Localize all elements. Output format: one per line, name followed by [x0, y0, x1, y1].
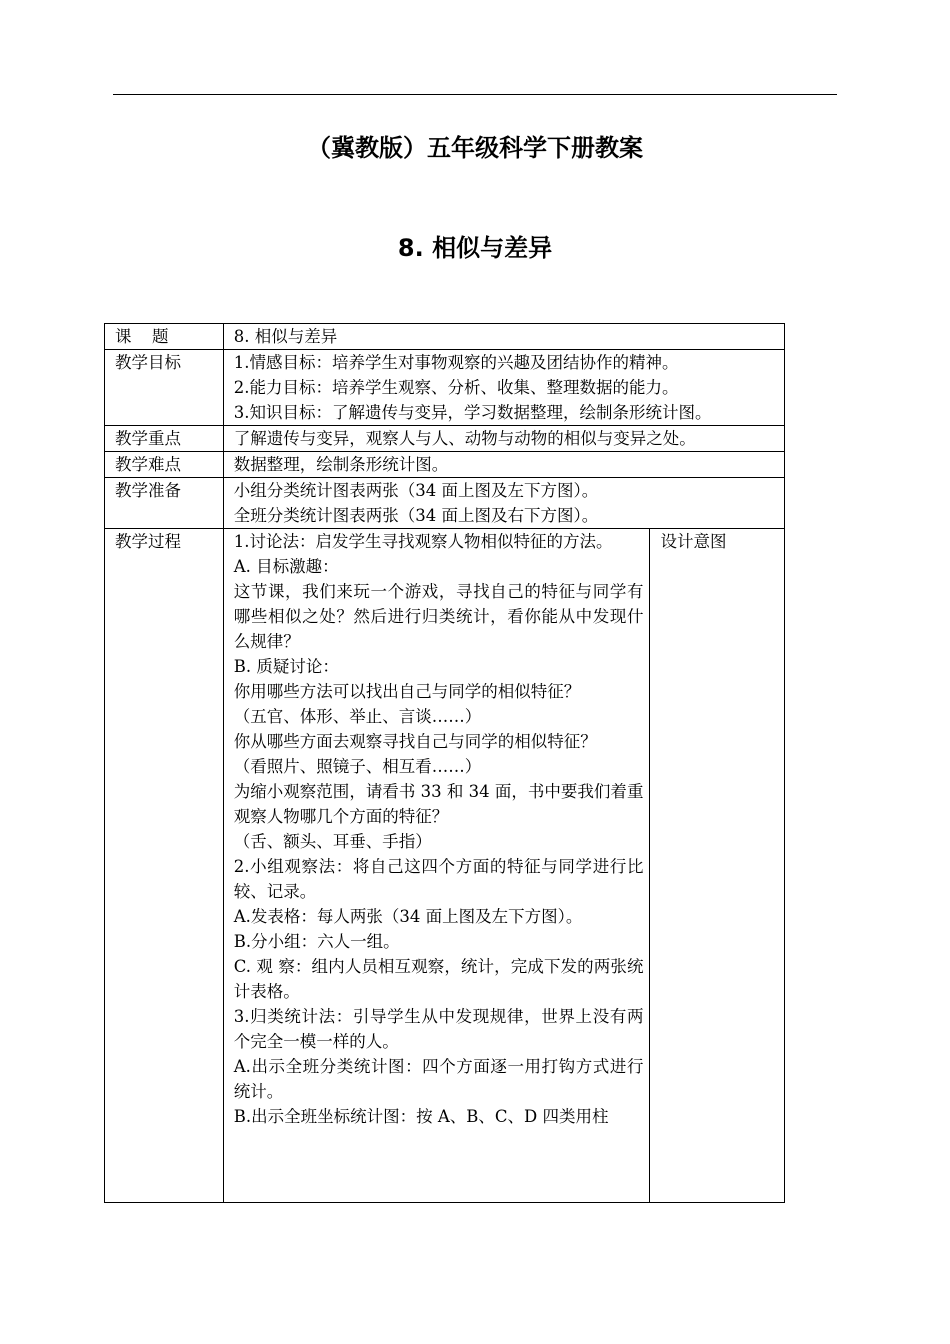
preparation-label: 教学准备 — [105, 478, 224, 529]
process-item: A.发表格：每人两张（34 面上图及左下方图）。 — [233, 907, 583, 926]
difficulty-label: 教学难点 — [105, 452, 224, 478]
design-intent: 设计意图 — [650, 529, 785, 1203]
process-item: B. 质疑讨论： — [233, 657, 339, 676]
goal-item: 3.知识目标：了解遗传与变异，学习数据整理，绘制条形统计图。 — [233, 403, 712, 422]
difficulty-value: 数据整理，绘制条形统计图。 — [223, 452, 784, 478]
lesson-plan-table — [104, 323, 785, 1203]
process-item: 你从哪些方面去观察寻找自己与同学的相似特征？ — [233, 732, 597, 751]
process-item: A.出示全班分类统计图：四个方面逐一用打钩方式进行统计。 — [233, 1057, 644, 1101]
prep-item: 全班分类统计图表两张（34 面上图及右下方图）。 — [233, 506, 599, 525]
process-content — [223, 529, 650, 1203]
topic-row — [105, 324, 785, 350]
process-item: B.分小组：六人一组。 — [233, 932, 400, 951]
goal-item: 2.能力目标：培养学生观察、分析、收集、整理数据的能力。 — [233, 378, 679, 397]
topic-value: 8. 相似与差异 — [223, 324, 784, 350]
process-item: A. 目标激趣： — [233, 557, 339, 576]
goals-label: 教学目标 — [105, 350, 224, 426]
preparation-row — [105, 478, 785, 529]
key-point-label: 教学重点 — [105, 426, 224, 452]
process-item: 2.小组观察法：将自己这四个方面的特征与同学进行比较、记录。 — [233, 857, 644, 901]
process-item: 1.讨论法：启发学生寻找观察人物相似特征的方法。 — [233, 532, 613, 551]
key-point-value: 了解遗传与变异，观察人与人、动物与动物的相似与变异之处。 — [223, 426, 784, 452]
process-item: C. 观 察：组内人员相互观察，统计，完成下发的两张统计表格。 — [233, 957, 644, 1001]
process-item: 你用哪些方法可以找出自己与同学的相似特征？ — [233, 682, 581, 701]
process-item: （舌、额头、耳垂、手指） — [233, 832, 432, 851]
goals-value — [223, 350, 784, 426]
header-rule — [113, 94, 837, 95]
process-item: 这节课，我们来玩一个游戏，寻找自己的特征与同学有哪些相似之处？然后进行归类统计，看你能从中发现什么规律？ — [233, 582, 644, 651]
key-point-row — [105, 426, 785, 452]
document-title: （冀教版）五年级科学下册教案 — [307, 134, 643, 162]
lesson-title: 8. 相似与差异 — [397, 234, 553, 262]
process-row — [105, 529, 785, 1203]
process-item: 3.归类统计法：引导学生从中发现规律，世界上没有两个完全一模一样的人。 — [233, 1007, 644, 1051]
process-item: （五官、体形、举止、言谈……） — [233, 707, 482, 726]
goals-row — [105, 350, 785, 426]
goal-item: 1.情感目标：培养学生对事物观察的兴趣及团结协作的精神。 — [233, 353, 679, 372]
topic-label: 课 题 — [105, 324, 224, 350]
process-label: 教学过程 — [105, 529, 224, 1203]
difficulty-row — [105, 452, 785, 478]
process-item: （看照片、照镜子、相互看……） — [233, 757, 482, 776]
process-item: 为缩小观察范围，请看书 33 和 34 面，书中要我们着重观察人物哪几个方面的特征？ — [233, 782, 644, 826]
prep-item: 小组分类统计图表两张（34 面上图及左下方图）。 — [233, 481, 599, 500]
process-item: B.出示全班坐标统计图：按 A、B、C、D 四类用柱 — [233, 1107, 609, 1126]
preparation-value — [223, 478, 784, 529]
